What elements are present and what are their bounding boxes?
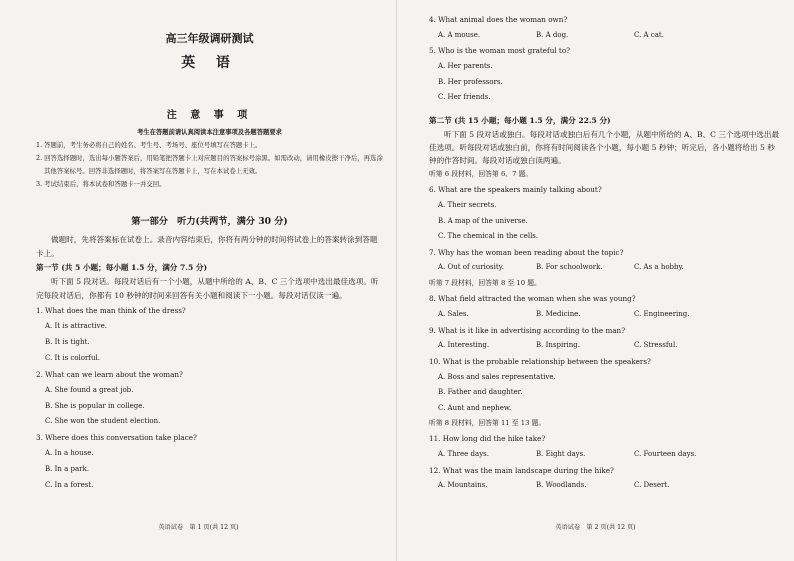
option: C. It is colorful.: [45, 353, 100, 362]
section-detail: (共 15 小题；每小题 1.5 分，满分 22.5 分): [454, 115, 611, 125]
option: C. Desert.: [634, 481, 670, 490]
option: B. It is tight.: [45, 338, 90, 346]
exam-title: 高三年级调研测试: [165, 32, 254, 45]
listening-instruction: 听第 7 段材料，回答第 8 至 10 题。: [429, 279, 541, 288]
question: 2. What can we learn about the woman?: [36, 369, 183, 379]
option: A. Her parents.: [438, 61, 493, 70]
option: A. Mountains.: [438, 481, 488, 490]
option: C. In a forest.: [45, 480, 94, 489]
option: B. Eight days.: [536, 449, 586, 458]
option: C. Fourteen days.: [634, 449, 697, 458]
option: B. A map of the universe.: [438, 216, 528, 225]
option: B. In a park.: [45, 465, 89, 474]
option: A. Boss and sales representative.: [438, 372, 556, 381]
option-row: [429, 307, 780, 323]
option: A. Their secrets.: [438, 200, 497, 209]
option-row: [429, 338, 780, 354]
option: A. Sales.: [438, 309, 469, 318]
question: 9. What is it like in advertising according to the man?: [429, 325, 626, 335]
question: 12. What was the main landscape during the hike?: [429, 465, 614, 475]
option: C. A cat.: [634, 30, 664, 39]
notice-item: 3. 考试结束后，将本试卷和答题卡一并交回。: [36, 180, 166, 188]
section-intro: 听下面 5 段对话或独白。每段对话或独白后有几个小题，从题中所给的 A、B、C 三个选项中选出最佳选项。听每段对话或独白前，你将有时间阅读各个小题，每小题 5 秒钟；听完后，各小题将给出 5 秒钟的作答时间。每段对话或独白读两遍。: [429, 129, 780, 166]
option: B. For schoolwork.: [536, 263, 603, 272]
notice-title: 注 意 事 项: [166, 110, 253, 121]
listening-instruction: 听第 6 段材料，回答第 6、7 题。: [429, 170, 533, 179]
page-footer: 英语试卷 第 2 页(共 12 页): [555, 524, 636, 531]
option: B. Father and daughter.: [438, 388, 523, 397]
section-intro: 听下面 5 段对话。每段对话后有一个小题，从题中所给的 A、B、C 三个选项中选出最佳选项。听完每段对话后，你都有 10 秒钟的时间来回答有关小题和阅读下一小题。每段对话仅读一遍。: [36, 277, 379, 300]
option: B. She is popular in college.: [45, 401, 145, 410]
question: 8. What field attracted the woman when she was young?: [429, 294, 636, 304]
option-row: [429, 447, 780, 463]
option: A. In a house.: [45, 449, 94, 458]
notice-item: 2. 回答选择题时，选出每小题答案后，用铅笔把答题卡上对应题目的答案标号涂黑。如需改动，请用橡皮擦干净后，再选涂其他答案标号。回答非选择题时，将答案写在答题卡上，写在本试卷上无效。: [36, 154, 383, 175]
option: C. The chemical in the cells.: [438, 232, 539, 241]
option: A. A mouse.: [438, 30, 481, 39]
option: A. It is attractive.: [45, 322, 107, 331]
section-label: 第一节: [36, 263, 59, 272]
question: 5. Who is the woman most grateful to?: [429, 46, 571, 56]
option: C. She won the student election.: [45, 417, 161, 426]
option: C. Her friends.: [438, 93, 491, 102]
option: B. Her professors.: [438, 77, 503, 86]
question: 3. Where does this conversation take place?: [36, 433, 197, 443]
option: A. Interesting.: [438, 341, 490, 350]
section-detail: (共 5 小题；每小题 1.5 分，满分 7.5 分): [61, 263, 208, 272]
option: C. Engineering.: [634, 309, 690, 318]
question: 1. What does the man think of the dress?: [36, 306, 186, 315]
listening-instruction: 听第 8 段材料，回答第 11 至 13 题。: [429, 419, 546, 428]
option: A. Three days.: [438, 449, 489, 458]
option: B. A dog.: [536, 30, 569, 39]
option: B. Woodlands.: [536, 481, 587, 490]
page-footer: 英语试卷 第 1 页(共 12 页): [158, 524, 239, 531]
notice-item: 1. 答题前，考生务必将自己的姓名、考生号、考场号、座位号填写在答题卡上。: [36, 141, 262, 149]
option-row: [429, 28, 780, 44]
option: A. She found a great job.: [45, 385, 134, 394]
option-row: [429, 478, 780, 494]
question: 11. How long did the hike take?: [429, 434, 546, 444]
option: C. Stressful.: [634, 341, 678, 350]
section-heading: [429, 114, 780, 128]
intro-paragraph: 做题时，先将答案标在试卷上。录音内容结束后，你将有两分钟的时间将试卷上的答案转涂到答题卡上。: [36, 235, 378, 258]
option: B. Inspiring.: [536, 341, 580, 350]
part-title: 第一部分 听力(共两节，满分 30 分): [131, 216, 288, 227]
question: 6. What are the speakers mainly talking about?: [429, 185, 602, 195]
question: 10. What is the probable relationship between the speakers?: [429, 356, 651, 366]
notice-heading: 考生在答题前请认真阅读本注意事项及各题答题要求: [137, 129, 282, 136]
question: 4. What animal does the woman own?: [429, 15, 568, 24]
option: B. Medicine.: [536, 309, 581, 318]
right-page: [397, 0, 794, 561]
subject-title: 英 语: [181, 55, 238, 71]
option: C. Aunt and nephew.: [438, 403, 512, 412]
section-heading: [36, 261, 383, 275]
question: 7. Why has the woman been reading about the topic?: [429, 247, 624, 257]
option: C. As a hobby.: [634, 263, 684, 272]
section-label: 第二节: [429, 115, 452, 125]
option: A. Out of curiosity.: [438, 263, 504, 272]
option-row: [429, 260, 780, 276]
